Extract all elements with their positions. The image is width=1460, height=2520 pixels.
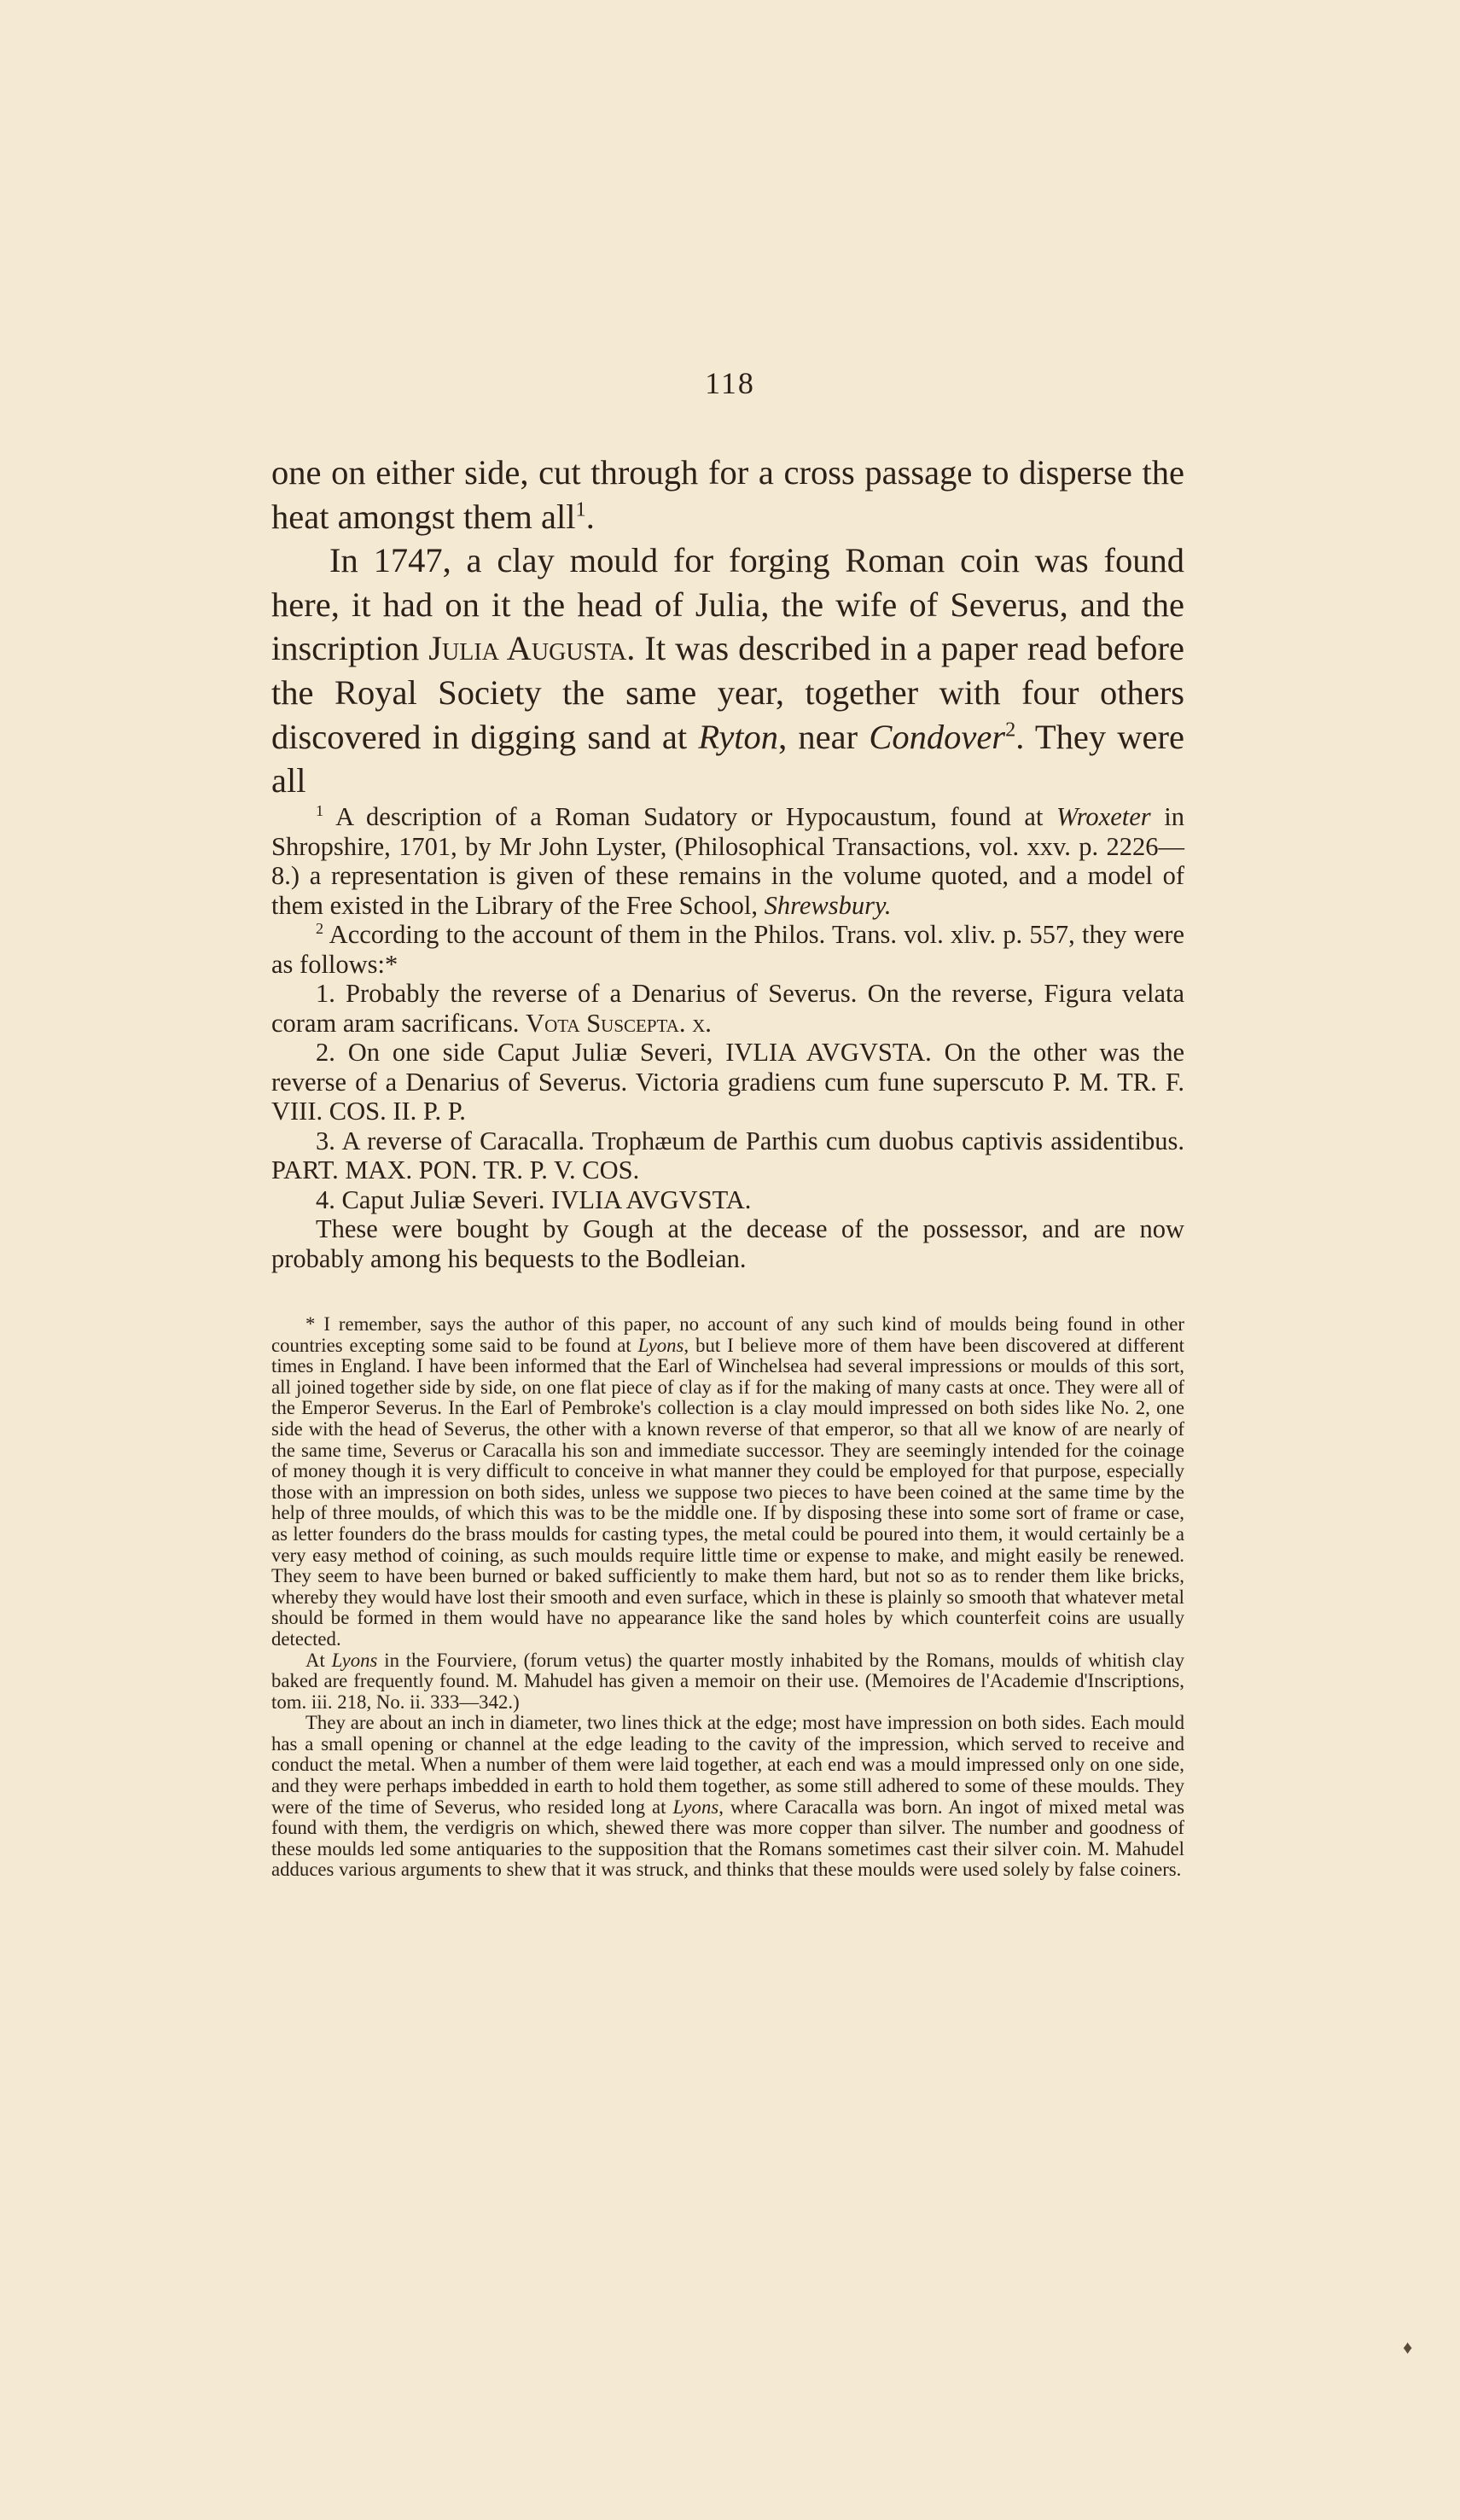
footnote-text: A description of a Roman Sudatory or Hypocaustum, found at <box>323 802 1056 831</box>
footnote-text: According to the account of them in the Philos. Trans. vol. xliv. p. 557, they were as follows:* <box>271 920 1184 979</box>
footnote-number: 1 <box>316 801 324 819</box>
asterisk-note <box>271 1314 1184 1881</box>
footnote-2 <box>271 920 1184 979</box>
place-name: Shrewsbury. <box>764 890 892 920</box>
footnote-item-2: 2. On one side Caput Juliæ Severi, IVLIA AVGVSTA. On the other was the reverse of a Denarius of Severus. Victoria gradiens cum fune superscuto P. M. TR. F. VIII. COS. II. P. P. <box>271 1038 1184 1126</box>
paragraph-text: . They were all <box>271 717 1184 800</box>
place-name: Wroxeter <box>1056 802 1151 831</box>
paragraph-text: . It was described in a paper read before the Royal Society the same year, together with four others discovered in digging sand at <box>271 629 1184 756</box>
note-text: * I remember, says the author of this paper, no account of any such kind of moulds being found in other countries excepting some said to be found at <box>271 1313 1184 1356</box>
note-paragraph-1 <box>271 1314 1184 1650</box>
paragraph-text: one on either side, cut through for a cross passage to disperse the heat amongst them all <box>271 453 1184 536</box>
note-text: At <box>305 1649 332 1671</box>
note-text: , but I believe more of them have been discovered at different times in England. I have been informed that the Earl of Winchelsea had several impressions or moulds of this sort, all joined together side by side, on one flat piece of clay as if for the making of many casts at once. They were all of the Emperor Severus. In the Earl of Pembroke's collection is a clay mould impressed on both sides like No. 2, one side with the head of Severus, the other with a known reverse of that emperor, so that all we know of are nearly of the same time, Severus or Caracalla his son and immediate successor. They are seemingly intended for the coinage of money though it is very difficult to conceive in what manner they could be employed for that purpose, especially those with an impression on both sides, unless we suppose two pieces to have been coined at the same time by the help of three moulds, of which this was to be the middle one. If by disposing these into some sort of frame or case, as letter founders do the brass moulds for casting types, the metal could be poured into them, it would certainly be a very easy method of coining, as such moulds require little time or expense to make, and might easily be renewed. They seem to have been burned or baked sufficiently to make them hard, but not so as to render them like bricks, whereby they would have lost their smooth and even surface, which in these is plainly so smooth that whatever metal should be formed in them would have no appearance like the sand holes by which counterfeit coins are usually detected. <box>271 1334 1184 1650</box>
footnotes <box>271 802 1184 1273</box>
inscription-text: Vota Suscepta. x. <box>526 1008 712 1038</box>
place-name: Lyons <box>331 1649 378 1671</box>
place-name: Lyons <box>637 1334 684 1356</box>
footnote-1 <box>271 802 1184 920</box>
place-name: Ryton <box>698 717 779 756</box>
inscription-text: Julia Augusta <box>428 629 627 668</box>
note-paragraph-3 <box>271 1713 1184 1881</box>
footnote-item-4: 4. Caput Juliæ Severi. IVLIA AVGVSTA. <box>316 1184 752 1214</box>
note-paragraph-2 <box>271 1650 1184 1714</box>
note-text: , where Caracalla was born. An ingot of mixed metal was found with them, the verdigris on which, shewed there was more copper than silver. The number and goodness of these moulds led some antiquaries to the supposition that the Romans sometimes cast their silver coin. M. Mahudel adduces various arguments to shew that it was struck, and thinks that these moulds were used solely by false coiners. <box>271 1795 1184 1881</box>
footnote-ref-2[interactable]: 2 <box>1005 718 1016 742</box>
footnote-text: in Shropshire, 1701, by Mr John Lyster, (Philosophical Transactions, vol. xxv. p. 2226—8.) a representation is given of these remains in the volume quoted, and a model of them existed in the Library of the Free School, <box>271 802 1184 920</box>
note-text: in the Fourviere, (forum vetus) the quarter mostly inhabited by the Romans, moulds of whitish clay baked are frequently found. M. Mahudel has given a memoir on their use. (Memoires de l'Academie d'Inscriptions, tom. iii. 218, No. ii. 333—342.) <box>271 1649 1184 1713</box>
footnote-item-1 <box>271 979 1184 1038</box>
paragraph-text: . <box>585 497 595 536</box>
footnote-ref-1[interactable]: 1 <box>575 498 586 521</box>
paragraph-text: In 1747, a clay mould for forging Roman coin was found here, it had on it the head of Julia, the wife of Severus, and the inscription <box>271 541 1184 668</box>
footnote-item-3: 3. A reverse of Caracalla. Trophæum de Parthis cum duobus captivis assidentibus. PART. MAX. PON. TR. P. V. COS. <box>271 1126 1184 1184</box>
footnote-text: 1. Probably the reverse of a Denarius of Severus. On the reverse, Figura velata coram aram sacrificans. <box>271 979 1184 1038</box>
margin-mark: ♦ <box>1403 2337 1413 2358</box>
note-text: They are about an inch in diameter, two lines thick at the edge; most have impression on both sides. Each mould has a small opening or channel at the edge leading to the cavity of the impression, which served to receive and conduct the metal. When a number of them were laid together, at each end was a mould impressed only on one side, and they were perhaps imbedded in earth to hold them together, as some still adhered to some of these moulds. They were of the time of Severus, who resided long at <box>271 1712 1184 1818</box>
footnote-number: 2 <box>316 919 324 937</box>
footnote-gough: These were bought by Gough at the decease of the possessor, and are now probably among his bequests to the Bodleian. <box>271 1214 1184 1273</box>
paragraph-clay-mould <box>271 538 1184 803</box>
page-number: 118 <box>705 366 755 400</box>
place-name: Condover <box>869 717 1006 756</box>
paragraph-text: , near <box>778 717 870 756</box>
main-text <box>271 451 1184 803</box>
paragraph-continuation <box>271 451 1184 538</box>
place-name: Lyons <box>672 1795 719 1818</box>
